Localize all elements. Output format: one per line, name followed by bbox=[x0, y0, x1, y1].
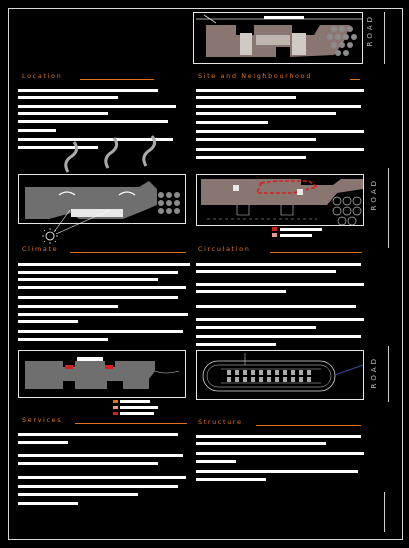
heading-rule bbox=[80, 79, 154, 80]
text-line bbox=[18, 502, 78, 505]
climate-diagram-panel bbox=[18, 350, 186, 398]
text-line bbox=[18, 278, 158, 281]
text-line bbox=[18, 485, 178, 488]
text-line bbox=[18, 112, 108, 115]
text-line bbox=[196, 130, 364, 133]
text-line bbox=[18, 105, 176, 108]
text-line bbox=[196, 478, 266, 481]
text-line bbox=[196, 460, 236, 463]
road-line-middle bbox=[388, 168, 389, 248]
location-diagram bbox=[19, 175, 187, 225]
text-line bbox=[18, 296, 178, 299]
road-line-bottom bbox=[388, 346, 389, 402]
legend-swatch-pink bbox=[272, 233, 277, 237]
legend-swatch-red bbox=[272, 227, 277, 231]
text-line bbox=[18, 441, 68, 444]
road-label-top: ROAD bbox=[366, 14, 374, 47]
circulation-diagram-panel bbox=[196, 350, 364, 400]
section-heading-services: Services bbox=[22, 416, 63, 424]
site-plan-drawing bbox=[194, 13, 364, 65]
text-line bbox=[18, 263, 190, 266]
section-heading-site: Site and Neighbourhood bbox=[198, 72, 312, 80]
text-line bbox=[196, 305, 356, 308]
climate-diagram bbox=[19, 351, 187, 399]
legend-text bbox=[120, 406, 158, 409]
text-line bbox=[196, 96, 296, 99]
location-diagram-panel bbox=[18, 174, 186, 224]
text-line bbox=[196, 290, 286, 293]
text-line bbox=[196, 263, 361, 266]
section-heading-circulation: Circulation bbox=[198, 245, 251, 253]
text-line bbox=[196, 89, 364, 92]
text-line bbox=[18, 286, 186, 289]
text-line bbox=[18, 313, 188, 316]
text-line bbox=[18, 454, 183, 457]
section-heading-structure: Structure bbox=[198, 418, 243, 426]
legend-swatch bbox=[113, 400, 118, 403]
text-line bbox=[196, 326, 316, 329]
text-line bbox=[18, 462, 158, 465]
road-label-bottom: ROAD bbox=[370, 356, 378, 389]
neighbourhood-diagram-panel bbox=[196, 174, 364, 226]
text-line bbox=[18, 338, 108, 341]
text-line bbox=[18, 89, 158, 92]
text-line bbox=[18, 138, 173, 141]
text-line bbox=[196, 283, 364, 286]
heading-rule bbox=[70, 252, 186, 253]
text-line bbox=[18, 305, 118, 308]
text-line bbox=[18, 476, 186, 479]
section-heading-climate: Climate bbox=[22, 245, 59, 253]
text-line bbox=[196, 148, 364, 151]
legend-text bbox=[120, 412, 154, 415]
text-line bbox=[196, 121, 268, 124]
text-line bbox=[196, 112, 336, 115]
text-line bbox=[18, 493, 138, 496]
text-line bbox=[18, 129, 56, 132]
text-line bbox=[18, 330, 183, 333]
circulation-diagram bbox=[197, 351, 365, 401]
legend-text bbox=[280, 234, 312, 237]
section-heading-location: Location bbox=[22, 72, 63, 80]
text-line bbox=[196, 435, 361, 438]
text-line bbox=[18, 120, 168, 123]
text-line bbox=[196, 156, 306, 159]
text-line bbox=[196, 105, 361, 108]
text-line bbox=[18, 96, 118, 99]
road-label-middle: ROAD bbox=[370, 178, 378, 211]
site-plan-panel bbox=[193, 12, 363, 64]
text-line bbox=[196, 452, 364, 455]
text-line bbox=[196, 138, 316, 141]
text-line bbox=[18, 320, 78, 323]
heading-rule bbox=[270, 252, 362, 253]
legend-text bbox=[120, 400, 150, 403]
legend-text bbox=[280, 228, 322, 231]
text-line bbox=[18, 146, 98, 149]
text-line bbox=[18, 433, 178, 436]
text-line bbox=[196, 318, 364, 321]
road-line-top bbox=[384, 12, 385, 64]
legend-swatch bbox=[113, 412, 118, 415]
legend-swatch bbox=[113, 406, 118, 409]
heading-rule bbox=[256, 425, 361, 426]
text-line bbox=[196, 343, 276, 346]
text-line bbox=[196, 270, 336, 273]
margin-line bbox=[384, 492, 385, 532]
text-line bbox=[196, 335, 361, 338]
text-line bbox=[18, 271, 178, 274]
neighbourhood-diagram bbox=[197, 175, 365, 227]
text-line bbox=[196, 442, 326, 445]
heading-rule bbox=[350, 79, 360, 80]
text-line bbox=[196, 470, 358, 473]
heading-rule bbox=[75, 423, 187, 424]
